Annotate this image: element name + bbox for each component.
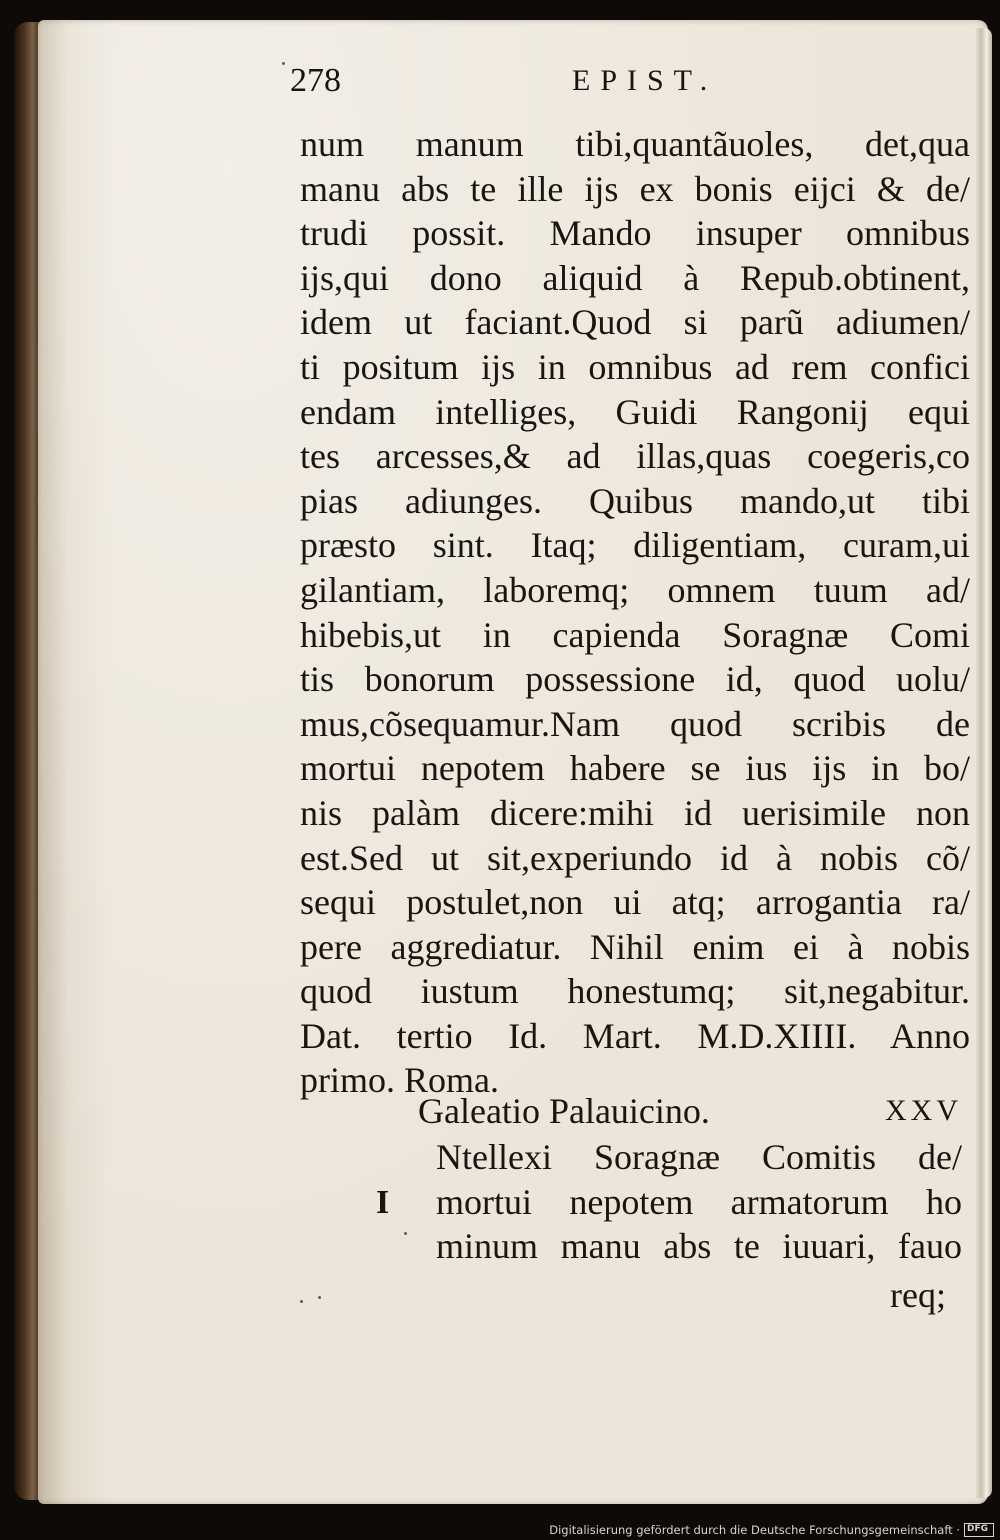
text-line: manu abs te ille ijs ex bonis eijci & de/: [300, 168, 970, 209]
text-line: mus,cõsequamur.Nam quod scribis de: [300, 703, 970, 744]
next-letter-body: [436, 1134, 962, 1268]
letter-heading: [418, 1090, 962, 1134]
text-line: tes arcesses,& ad illas,quas coegeris,co: [300, 436, 970, 477]
text-line: nis palàm dicere:mihi id uerisimile non: [300, 792, 970, 833]
catchword: req;: [890, 1275, 946, 1315]
text-line: sequi postulet,non ui atq; arrogantia ra/: [300, 882, 970, 923]
addressee-name: Galeatio Palauicino.: [418, 1091, 710, 1131]
running-title: EPIST.: [572, 64, 718, 97]
text-line: quod iustum honestumq; sit,negabitur.: [300, 971, 970, 1012]
letter-number: XXV: [885, 1094, 962, 1127]
text-line: minum manu abs te iuuari, fauo: [436, 1226, 962, 1267]
text-line: Dat. tertio Id. Mart. M.D.XIIII. Anno: [300, 1015, 970, 1056]
text-line: ijs,qui dono aliquid à Repub.obtinent,: [300, 257, 970, 298]
text-line: Ntellexi Soragnæ Comitis de/: [436, 1137, 962, 1177]
digitization-credit-bar: [0, 1520, 1000, 1540]
text-line: endam intelliges, Guidi Rangonij equi: [300, 391, 970, 432]
paper-speck: [318, 1296, 321, 1299]
text-line: num manum tibi,quantãuoles, det,qua: [300, 124, 970, 164]
initial-letter-mark: I: [376, 1184, 390, 1221]
letter-body: [300, 122, 970, 1103]
text-line: tis bonorum possessione id, quod uolu/: [300, 659, 970, 700]
text-line: ti positum ijs in omnibus ad rem confici: [300, 346, 970, 387]
dfg-logo-icon: DFG: [964, 1523, 994, 1537]
paper-speck: [300, 1300, 303, 1303]
text-line: pere aggrediatur. Nihil enim ei à nobis: [300, 926, 970, 967]
text-line: primo. Roma.: [300, 1060, 499, 1101]
page-header: [290, 62, 770, 102]
text-line: pias adiunges. Quibus mando,ut tibi: [300, 480, 970, 521]
text-line: idem ut faciant.Quod si parũ adiumen/: [300, 302, 970, 343]
text-line: gilantiam, laboremq; omnem tuum ad/: [300, 569, 970, 610]
text-line: est.Sed ut sit,experiundo id à nobis cõ/: [300, 837, 970, 878]
text-line: mortui nepotem habere se ius ijs in bo/: [300, 748, 970, 789]
page-edge: [976, 28, 992, 1498]
text-line: mortui nepotem armatorum ho: [436, 1181, 962, 1222]
text-line: præsto sint. Itaq; diligentiam, curam,ui: [300, 525, 970, 566]
paper-speck: [404, 1232, 407, 1235]
credit-text: Digitalisierung gefördert durch die Deutsche Forschungsgemeinschaft ·: [549, 1523, 960, 1537]
text-line: trudi possit. Mando insuper omnibus: [300, 213, 970, 254]
text-line: hibebis,ut in capienda Soragnæ Comi: [300, 614, 970, 655]
page-number: 278: [290, 62, 341, 99]
paper-speck: [282, 62, 285, 65]
